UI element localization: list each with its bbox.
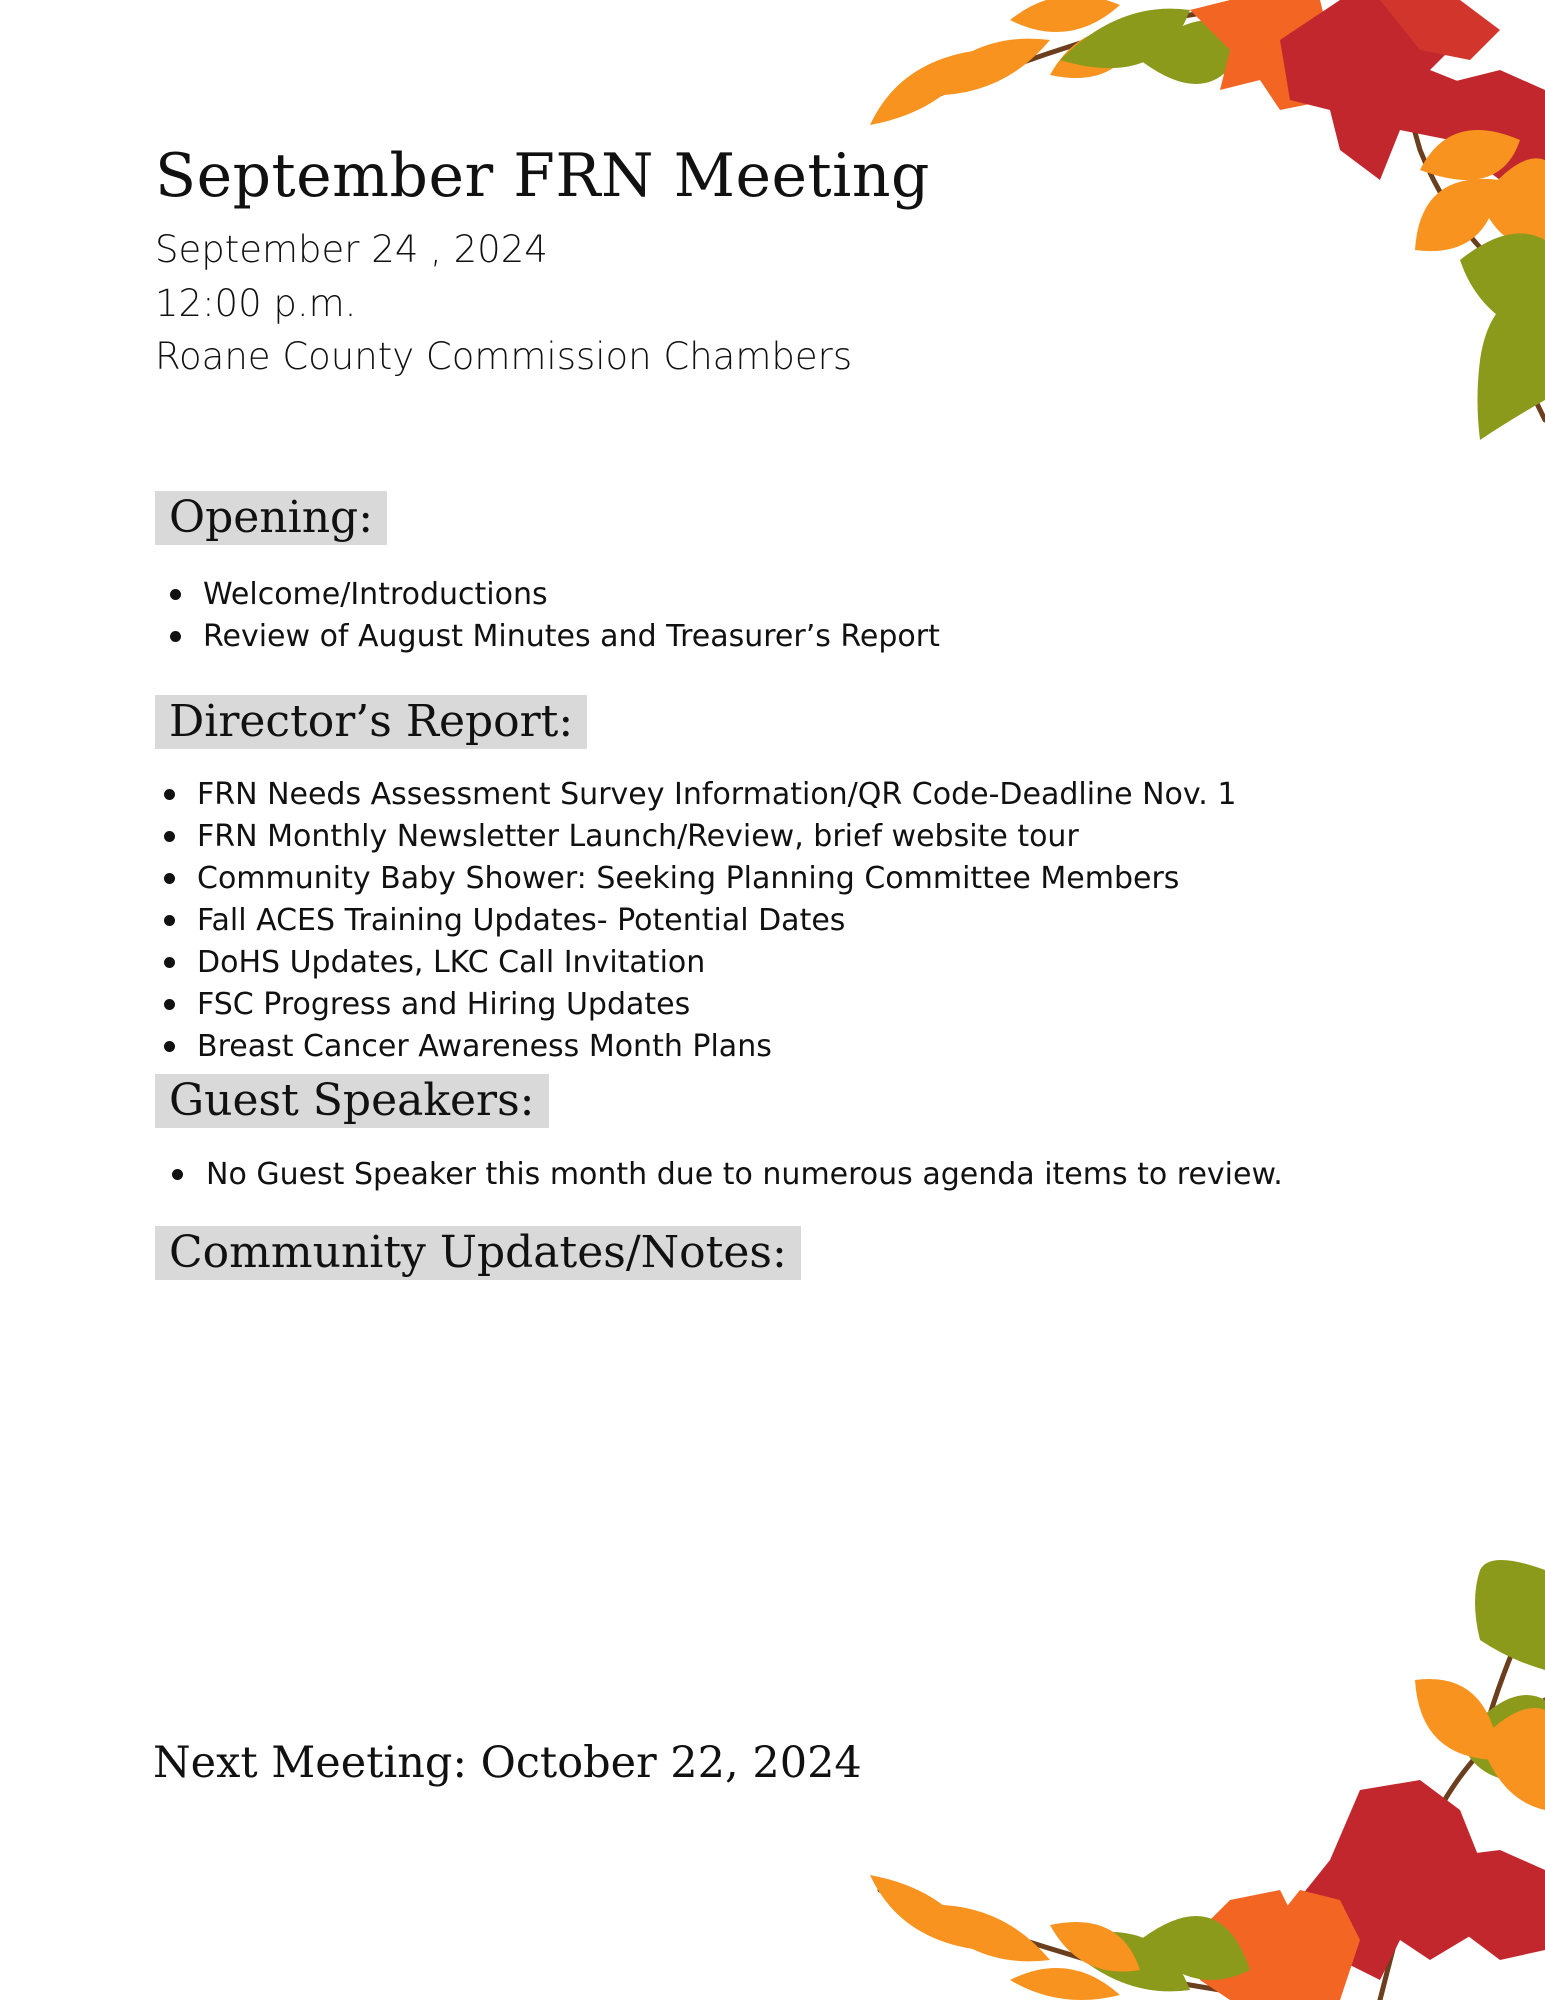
section-heading-community-updates: Community Updates/Notes: <box>155 1226 801 1280</box>
bullet-icon <box>164 999 175 1010</box>
opening-list <box>170 574 940 658</box>
list-item-text: No Guest Speaker this month due to numerous agenda items to review. <box>206 1157 1283 1192</box>
bullet-icon <box>172 1169 183 1180</box>
bullet-icon <box>170 589 181 600</box>
directors-report-list <box>164 774 1236 1068</box>
list-item-text: Breast Cancer Awareness Month Plans <box>197 1029 772 1064</box>
list-item-text: FRN Monthly Newsletter Launch/Review, brief website tour <box>197 819 1079 854</box>
list-item-text: Community Baby Shower: Seeking Planning Committee Members <box>197 861 1180 896</box>
page-title: September FRN Meeting <box>155 141 930 211</box>
list-item <box>172 1154 1283 1196</box>
list-item <box>164 1026 1236 1068</box>
list-item <box>164 816 1236 858</box>
meeting-time: 12:00 p.m. <box>155 282 357 325</box>
list-item-text: DoHS Updates, LKC Call Invitation <box>197 945 706 980</box>
list-item-text: Welcome/Introductions <box>203 577 548 612</box>
bullet-icon <box>170 631 181 642</box>
bullet-icon <box>164 873 175 884</box>
list-item <box>164 942 1236 984</box>
list-item <box>170 616 940 658</box>
section-heading-directors-report: Director’s Report: <box>155 695 587 749</box>
list-item-text: Review of August Minutes and Treasurer’s Report <box>203 619 940 654</box>
autumn-leaves-top-right-icon <box>860 0 1545 450</box>
list-item-text: FSC Progress and Hiring Updates <box>197 987 691 1022</box>
guest-speakers-list <box>172 1154 1283 1196</box>
meeting-location: Roane County Commission Chambers <box>155 335 853 378</box>
list-item <box>170 574 940 616</box>
bullet-icon <box>164 831 175 842</box>
list-item-text: FRN Needs Assessment Survey Information/QR Code-Deadline Nov. 1 <box>197 777 1237 812</box>
next-meeting: Next Meeting: October 22, 2024 <box>153 1738 862 1788</box>
list-item <box>164 858 1236 900</box>
bullet-icon <box>164 957 175 968</box>
section-heading-guest-speakers: Guest Speakers: <box>155 1074 549 1128</box>
bullet-icon <box>164 1041 175 1052</box>
meeting-date: September 24 , 2024 <box>155 228 548 271</box>
bullet-icon <box>164 915 175 926</box>
list-item <box>164 900 1236 942</box>
list-item <box>164 774 1236 816</box>
list-item <box>164 984 1236 1026</box>
list-item-text: Fall ACES Training Updates- Potential Dates <box>197 903 846 938</box>
bullet-icon <box>164 789 175 800</box>
autumn-leaves-bottom-right-icon <box>860 1560 1545 2000</box>
section-heading-opening: Opening: <box>155 491 387 545</box>
